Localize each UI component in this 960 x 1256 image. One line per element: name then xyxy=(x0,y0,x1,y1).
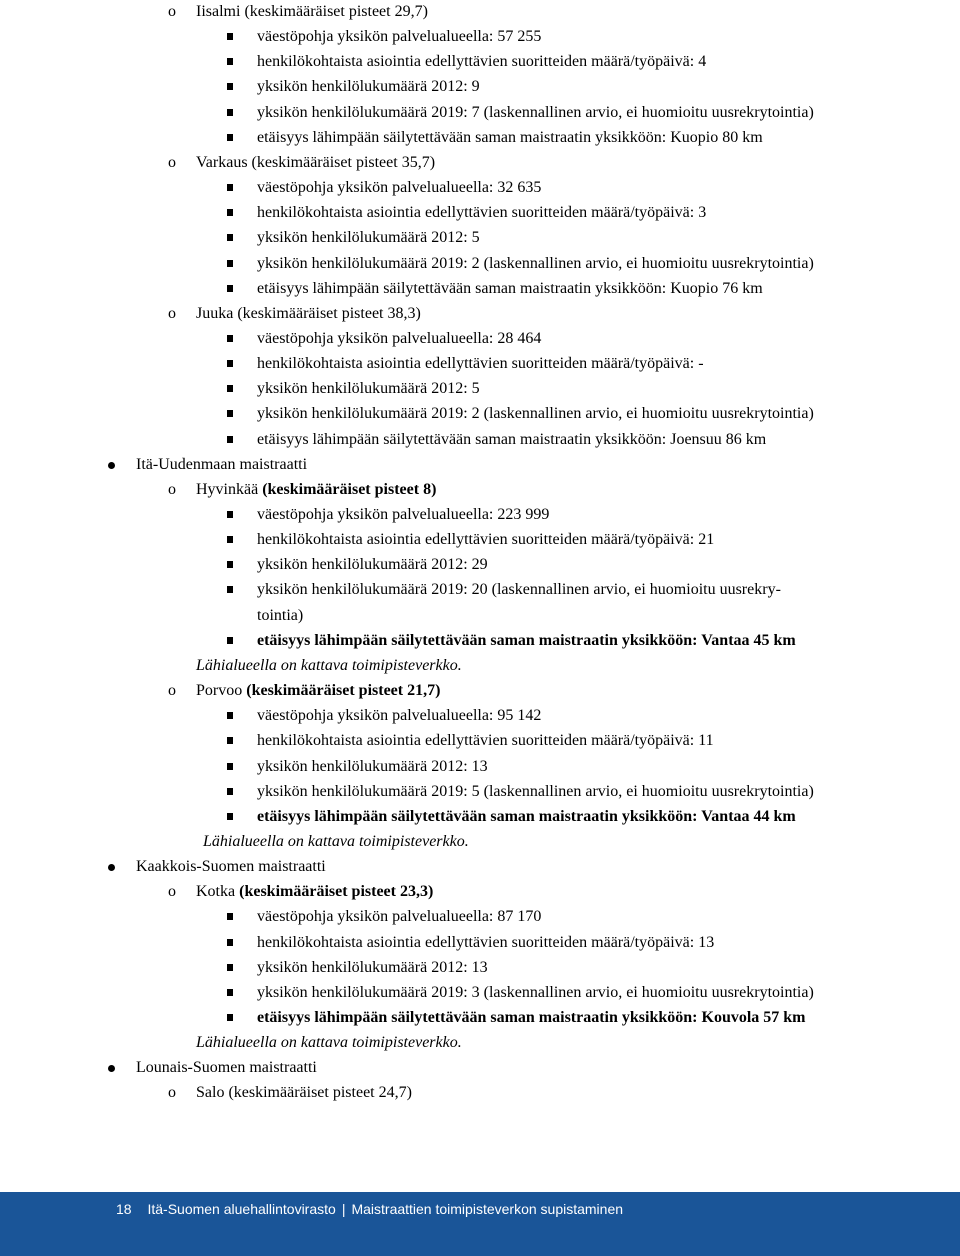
line-bold-text: (keskimääräiset pisteet 23,3) xyxy=(239,883,434,900)
detail-item xyxy=(257,329,541,349)
detail-item xyxy=(257,103,814,123)
section-heading xyxy=(136,455,307,475)
line-text: Kotka xyxy=(196,883,240,900)
office-item xyxy=(168,681,441,701)
footer-document-title: Maistraattien toimipisteverkon supistaminen xyxy=(351,1201,624,1217)
bullet-circle-icon: o xyxy=(168,883,176,900)
line-text: väestöpohja yksikön palvelualueella: 223 999 xyxy=(257,506,550,523)
line-bold-text: etäisyys lähimpään säilytettävään saman maistraatin yksikköön: Vantaa 45 km xyxy=(257,632,796,649)
detail-item xyxy=(257,757,488,777)
detail-item xyxy=(257,580,781,600)
note-text xyxy=(203,832,469,852)
detail-item xyxy=(257,430,766,450)
line-text: yksikön henkilölukumäärä 2012: 13 xyxy=(257,959,488,976)
line-text: Lounais-Suomen maistraatti xyxy=(136,1059,317,1076)
detail-item xyxy=(257,958,488,978)
detail-item xyxy=(257,354,704,374)
detail-item xyxy=(257,606,303,626)
line-text: väestöpohja yksikön palvelualueella: 57 255 xyxy=(257,28,542,45)
line-text: Juuka (keskimääräiset pisteet 38,3) xyxy=(196,305,421,322)
line-bold-text: etäisyys lähimpään säilytettävään saman maistraatin yksikköön: Vantaa 44 km xyxy=(257,808,796,825)
detail-item xyxy=(257,254,814,274)
line-text: tointia) xyxy=(257,607,304,624)
detail-item xyxy=(257,983,814,1003)
bullet-circle-icon: o xyxy=(168,481,176,498)
detail-item xyxy=(257,27,541,47)
office-item xyxy=(168,480,437,500)
detail-item xyxy=(257,404,814,424)
footer-text xyxy=(116,1200,623,1218)
line-text: Hyvinkää xyxy=(196,481,263,498)
office-item xyxy=(168,882,434,902)
line-text: yksikön henkilölukumäärä 2019: 2 (laskennallinen arvio, ei huomioitu uusrekrytointia) xyxy=(257,255,814,272)
office-item xyxy=(168,153,436,173)
note-text xyxy=(196,1033,462,1053)
line-text: väestöpohja yksikön palvelualueella: 87 170 xyxy=(257,908,542,925)
line-text: henkilökohtaista asiointia edellyttävien suoritteiden määrä/työpäivä: 21 xyxy=(257,531,715,548)
detail-item xyxy=(257,933,714,953)
line-text: väestöpohja yksikön palvelualueella: 28 464 xyxy=(257,330,542,347)
line-text: yksikön henkilölukumäärä 2012: 29 xyxy=(257,556,488,573)
line-text: Kaakkois-Suomen maistraatti xyxy=(136,858,326,875)
line-text: henkilökohtaista asiointia edellyttävien suoritteiden määrä/työpäivä: 11 xyxy=(257,732,714,749)
office-item xyxy=(168,2,428,22)
line-text: yksikön henkilölukumäärä 2012: 13 xyxy=(257,758,488,775)
detail-item xyxy=(257,1008,806,1028)
line-bold-text: (keskimääräiset pisteet 8) xyxy=(262,481,437,498)
page-footer xyxy=(0,1192,960,1256)
line-text: henkilökohtaista asiointia edellyttävien suoritteiden määrä/työpäivä: 13 xyxy=(257,934,715,951)
section-heading xyxy=(136,1058,317,1078)
detail-item xyxy=(257,907,541,927)
line-text: Lähialueella on kattava toimipisteverkko. xyxy=(203,833,469,850)
office-item xyxy=(168,304,421,324)
line-text: väestöpohja yksikön palvelualueella: 95 142 xyxy=(257,707,542,724)
bullet-circle-icon: o xyxy=(168,682,176,699)
detail-item xyxy=(257,128,763,148)
line-text: Iisalmi (keskimääräiset pisteet 29,7) xyxy=(196,3,428,20)
line-text: etäisyys lähimpään säilytettävään saman maistraatin yksikköön: Joensuu 86 km xyxy=(257,431,767,448)
detail-item xyxy=(257,731,714,751)
line-text: Salo (keskimääräiset pisteet 24,7) xyxy=(196,1084,412,1101)
detail-item xyxy=(257,807,796,827)
bullet-circle-icon: o xyxy=(168,305,176,322)
detail-item xyxy=(257,77,480,97)
line-text: yksikön henkilölukumäärä 2019: 20 (laskennallinen arvio, ei huomioitu uusrekry- xyxy=(257,581,781,598)
page-number: 18 xyxy=(116,1201,132,1217)
line-text: yksikön henkilölukumäärä 2012: 9 xyxy=(257,78,480,95)
line-text: henkilökohtaista asiointia edellyttävien suoritteiden määrä/työpäivä: 3 xyxy=(257,204,707,221)
line-text: yksikön henkilölukumäärä 2012: 5 xyxy=(257,229,480,246)
line-text: Lähialueella on kattava toimipisteverkko. xyxy=(196,657,462,674)
line-text: yksikön henkilölukumäärä 2019: 7 (laskennallinen arvio, ei huomioitu uusrekrytointia) xyxy=(257,104,814,121)
line-text: Lähialueella on kattava toimipisteverkko. xyxy=(196,1034,462,1051)
line-text: väestöpohja yksikön palvelualueella: 32 635 xyxy=(257,179,542,196)
line-text: yksikön henkilölukumäärä 2019: 3 (laskennallinen arvio, ei huomioitu uusrekrytointia) xyxy=(257,984,814,1001)
line-text: Itä-Uudenmaan maistraatti xyxy=(136,456,308,473)
detail-item xyxy=(257,782,814,802)
line-text: henkilökohtaista asiointia edellyttävien suoritteiden määrä/työpäivä: - xyxy=(257,355,704,372)
detail-item xyxy=(257,178,541,198)
line-text: etäisyys lähimpään säilytettävään saman maistraatin yksikköön: Kuopio 80 km xyxy=(257,129,763,146)
detail-item xyxy=(257,52,706,72)
detail-item xyxy=(257,555,488,575)
line-text: henkilökohtaista asiointia edellyttävien suoritteiden määrä/työpäivä: 4 xyxy=(257,53,707,70)
bullet-circle-icon: o xyxy=(168,154,176,171)
line-text: etäisyys lähimpään säilytettävään saman maistraatin yksikköön: Kuopio 76 km xyxy=(257,280,763,297)
detail-item xyxy=(257,228,480,248)
detail-item xyxy=(257,279,763,299)
detail-item xyxy=(257,505,549,525)
detail-item xyxy=(257,530,714,550)
detail-item xyxy=(257,379,480,399)
line-text: Porvoo xyxy=(196,682,247,699)
detail-item xyxy=(257,203,706,223)
line-text: yksikön henkilölukumäärä 2012: 5 xyxy=(257,380,480,397)
detail-item xyxy=(257,631,796,651)
section-heading xyxy=(136,857,326,877)
footer-separator: | xyxy=(341,1201,346,1217)
note-text xyxy=(196,656,462,676)
detail-item xyxy=(257,706,541,726)
line-bold-text: etäisyys lähimpään säilytettävään saman maistraatin yksikköön: Kouvola 57 km xyxy=(257,1009,806,1026)
footer-organization: Itä-Suomen aluehallintovirasto xyxy=(147,1201,336,1217)
line-text: yksikön henkilölukumäärä 2019: 5 (laskennallinen arvio, ei huomioitu uusrekrytointia) xyxy=(257,783,814,800)
bullet-circle-icon: o xyxy=(168,1084,176,1101)
office-item xyxy=(168,1083,412,1103)
bullet-circle-icon: o xyxy=(168,3,176,20)
line-bold-text: (keskimääräiset pisteet 21,7) xyxy=(246,682,441,699)
line-text: Varkaus (keskimääräiset pisteet 35,7) xyxy=(196,154,436,171)
line-text: yksikön henkilölukumäärä 2019: 2 (laskennallinen arvio, ei huomioitu uusrekrytointia) xyxy=(257,405,814,422)
